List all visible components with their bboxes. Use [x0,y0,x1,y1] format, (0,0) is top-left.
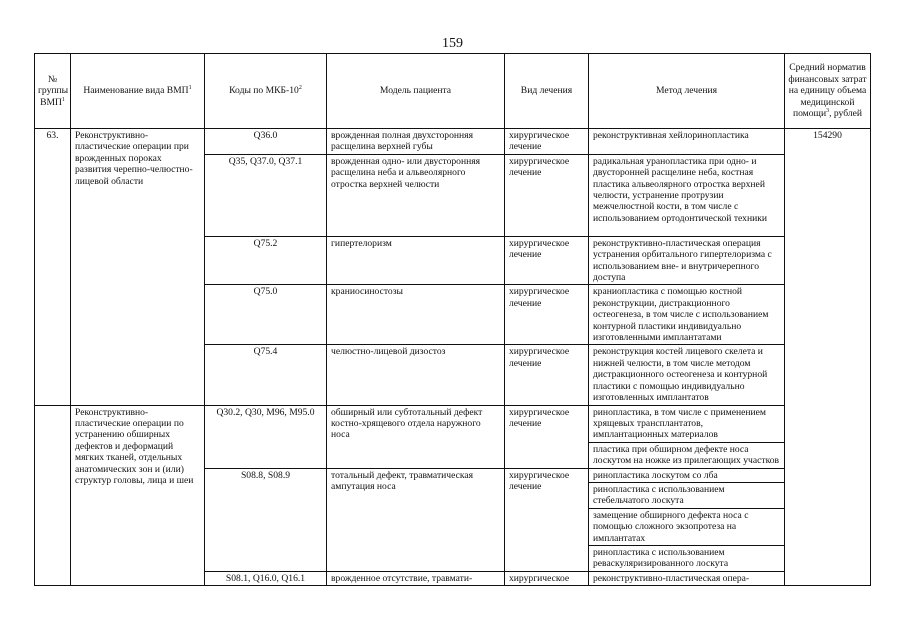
treatment-method: пластика при обширном дефекте носа лоскутом на ножке из прилегающих участков [589,442,785,468]
treatment-method: краниопластика с помощью костной реконструкции, дистракционного остеогенеза, в том числе с использованием контурной пластики индивидуально изготовленными имплантатами [589,285,785,345]
treatment-type: хирургическое лечение [505,285,589,345]
section-name: Реконструктивно-пластические операции при врожденных пороках развития черепно-челюстно-лицевой области [71,129,205,406]
icd-code: Q30.2, Q30, M96, M95.0 [205,405,327,468]
patient-model: врожденное отсутствие, травмати- [327,571,505,585]
treatment-method: реконструкция костей лицевого скелета и нижней челюсти, в том числе методом дистракционного остеогенеза и контурной пластики с помощью индивидуально изготовленных имплантатов [589,345,785,405]
icd-code: Q75.2 [205,236,327,285]
icd-code: S08.1, Q16.0, Q16.1 [205,571,327,585]
group-number-cont [35,405,71,586]
header-group-number: № группы ВМП$^1$ [35,54,71,129]
treatment-type: хирургическое лечение [505,468,589,571]
patient-model: гипертелоризм [327,236,505,285]
header-patient-model: Модель пациента [327,54,505,129]
section-name: Реконструктивно-пластические операции по устранению обширных дефектов и деформаций мягких тканей, отдельных анатомических зон и (или) структур головы, лица и шеи [71,405,205,586]
treatment-method: реконструктивная хейлоринопластика [589,129,785,155]
header-treatment-method: Метод лечения [589,54,785,129]
icd-code: S08.8, S08.9 [205,468,327,571]
header-row [35,54,871,129]
treatment-type: хирургическое лечение [505,129,589,155]
treatment-method: ринопластика с использованием реваскуляризированного лоскута [589,545,785,571]
patient-model: врожденная полная двухсторонняя расщелина верхней губы [327,129,505,155]
treatment-method: реконструктивно-пластическая опера- [589,571,785,585]
treatment-method: ринопластика с использованием стебельчатого лоскута [589,482,785,508]
icd-code: Q75.4 [205,345,327,405]
treatment-type: хирургическое лечение [505,345,589,405]
header-icd-codes: Коды по МКБ-$10^2$ [205,54,327,129]
treatment-type: хирургическое лечение [505,236,589,285]
icd-code: Q35, Q37.0, Q37.1 [205,154,327,236]
header-cost: Средний норматив финансовых затрат на единицу объема медицинской помощи$^3$, рублей [785,54,871,129]
group-number: 63. [35,129,71,406]
treatment-method: реконструктивно-пластическая операция устранения орбитального гипертелоризма с использованием вне- и внутричерепного доступа [589,236,785,285]
page-number: 159 [442,36,463,51]
cost-value: 154290 [785,129,871,586]
treatment-method: замещение обширного дефекта носа с помощью сложного экзопротеза на имплантатах [589,508,785,545]
patient-model: тотальный дефект, травматическая ампутация носа [327,468,505,571]
treatment-method: радикальная уранопластика при одно- и двусторонней расщелине неба, костная пластика альвеолярного отростка верхней челюсти, устранение протрузии межчелюстной кости, в том числе с использованием ортодонтической техники [589,154,785,236]
table-row [35,405,871,442]
header-vmp-name: Наименование вида ВМП$^1$ [71,54,205,129]
patient-model: врожденная одно- или двусторонняя расщелина неба и альвеолярного отростка верхней челюсти [327,154,505,236]
header-treatment-type: Вид лечения [505,54,589,129]
icd-code: Q75.0 [205,285,327,345]
icd-code: Q36.0 [205,129,327,155]
patient-model: челюстно-лицевой дизостоз [327,345,505,405]
treatment-method: ринопластика лоскутом со лба [589,468,785,482]
treatment-method: ринопластика, в том числе с применением хрящевых трансплантатов, имплантационных материалов [589,405,785,442]
patient-model: обширный или субтотальный дефект костно-хрящевого отдела наружного носа [327,405,505,468]
vmp-table [34,53,871,586]
treatment-type: хирургическое [505,571,589,585]
patient-model: краниосиностозы [327,285,505,345]
treatment-type: хирургическое лечение [505,154,589,236]
table-row [35,129,871,155]
treatment-type: хирургическое лечение [505,405,589,468]
